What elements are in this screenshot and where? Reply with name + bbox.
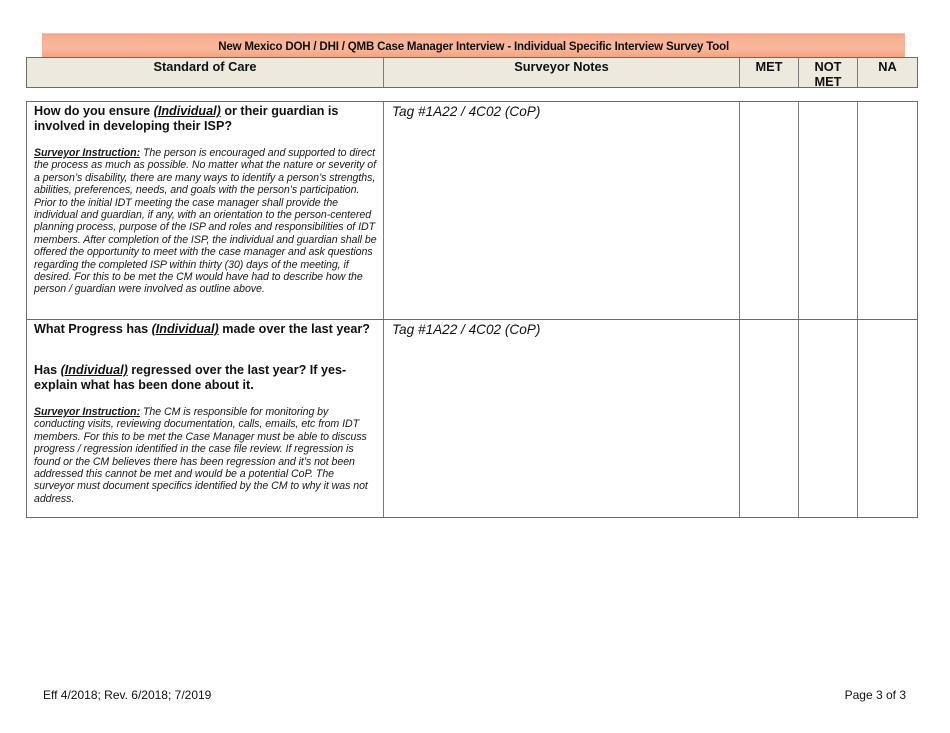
- tag-reference: Tag #1A22 / 4C02 (CoP): [392, 322, 541, 337]
- individual-placeholder: (Individual): [151, 322, 219, 336]
- individual-placeholder: (Individual): [153, 104, 221, 118]
- na-cell[interactable]: [858, 102, 917, 319]
- surveyor-notes-cell[interactable]: [384, 320, 740, 517]
- question: [34, 322, 377, 337]
- header-surveyor-notes: Surveyor Notes: [384, 58, 740, 87]
- table-header-row: [26, 57, 918, 88]
- question: [34, 104, 377, 134]
- met-cell[interactable]: [740, 102, 799, 319]
- header-not-met-line2: MET: [814, 74, 842, 89]
- title-band: [42, 33, 905, 57]
- tag-reference: Tag #1A22 / 4C02 (CoP): [392, 104, 541, 119]
- na-cell[interactable]: [858, 320, 917, 517]
- survey-table: [26, 101, 918, 518]
- table-row: [27, 102, 917, 320]
- header-met: MET: [740, 58, 799, 87]
- instruction-label: Surveyor Instruction:: [34, 147, 141, 159]
- question-text: What Progress has: [34, 322, 152, 336]
- surveyor-notes-cell[interactable]: [384, 102, 740, 319]
- header-not-met-line1: NOT: [814, 59, 842, 74]
- question-text: made over the last year?: [218, 322, 370, 336]
- instruction-text: The CM is responsible for monitoring by conducting visits, reviewing documentation, calls, emails, etc from IDT members. For this to be met the Case Manager must be able to discuss progress / regression identified in the case file review. If regression is found or the CM believes there has been regression and it’s not been addressed this cannot be met and would be a potential CoP. The surveyor must document specifics identified by the CM to why it was not address.: [34, 406, 368, 505]
- header-not-met: [799, 58, 858, 87]
- individual-placeholder: (Individual): [60, 363, 128, 377]
- surveyor-instruction: [34, 406, 377, 505]
- surveyor-instruction: [34, 147, 377, 296]
- question-2: [34, 363, 377, 393]
- met-cell[interactable]: [740, 320, 799, 517]
- instruction-text: The person is encouraged and supported to direct the process as much as possible. No matter what the nature or severity of a person’s disability, there are many ways to identify a person’s strengths, abilities, preferences, needs, and goals with the person’s participation. Prior to the initial IDT meeting the case manager shall provide the individual and guardian, if any, with an orientation to the person-centered planning process, purpose of the ISP and roles and responsibilities of IDT members. After completion of the ISP, the individual and guardian shall be offered the opportunity to meet with the case manager and ask questions regarding the completed ISP within thirty (30) days of the meeting, if desired. For this to be met the CM would have had to describe how the person / guardian were involved as outline above.: [34, 147, 377, 296]
- question-text: How do you ensure: [34, 104, 154, 118]
- question-text: Has: [34, 363, 61, 377]
- question-text: regressed over the last year? If yes-explain what has been done about it.: [34, 363, 347, 392]
- not-met-cell[interactable]: [799, 102, 858, 319]
- revision-footer: Eff 4/2018; Rev. 6/2018; 7/2019: [43, 688, 212, 702]
- document-title: New Mexico DOH / DHI / QMB Case Manager Interview - Individual Specific Interview Survey Tool: [218, 38, 729, 53]
- standard-of-care-cell: [27, 320, 384, 517]
- page-number: Page 3 of 3: [844, 688, 906, 702]
- not-met-cell[interactable]: [799, 320, 858, 517]
- table-row: [27, 320, 917, 517]
- header-standard-of-care: Standard of Care: [27, 58, 384, 87]
- question-text: or their guardian is involved in developing their ISP?: [34, 104, 339, 133]
- instruction-label: Surveyor Instruction:: [34, 406, 141, 418]
- header-na: NA: [878, 59, 897, 74]
- standard-of-care-cell: [27, 102, 384, 319]
